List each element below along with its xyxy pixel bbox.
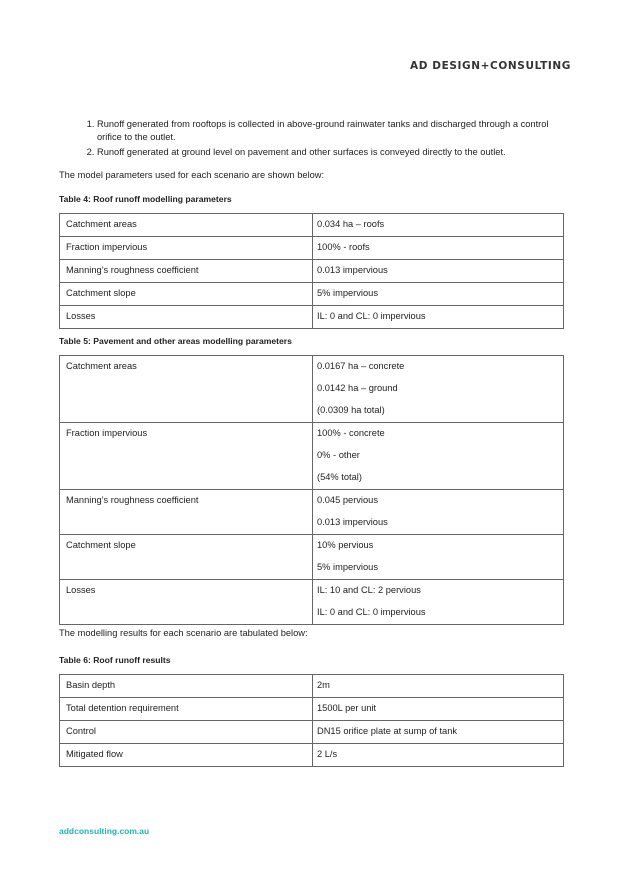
parameter-label: Basin depth <box>60 675 313 698</box>
parameter-value-cell <box>313 698 564 721</box>
table-row <box>60 535 564 580</box>
table4-caption: Table 4: Roof runoff modelling parameters <box>59 194 232 204</box>
parameter-value: 100% - concrete <box>317 428 385 438</box>
parameter-value: IL: 0 and CL: 0 impervious <box>317 311 426 321</box>
parameter-label: Manning’s roughness coefficient <box>60 490 313 535</box>
parameter-value-cell <box>313 675 564 698</box>
table-row <box>60 675 564 698</box>
table-row <box>60 490 564 535</box>
table-row <box>60 356 564 423</box>
company-logo: AD DESIGN+CONSULTING <box>410 60 571 72</box>
table-row <box>60 237 564 260</box>
parameter-label: Catchment areas <box>60 214 313 237</box>
table-row <box>60 306 564 329</box>
parameter-value-cell <box>313 306 564 329</box>
table5-caption: Table 5: Pavement and other areas modelling parameters <box>59 336 292 346</box>
table-row <box>60 580 564 625</box>
parameter-label: Manning’s roughness coefficient <box>60 260 313 283</box>
table5-pavement-parameters <box>59 355 564 625</box>
table-row <box>60 698 564 721</box>
parameter-value: 0.045 pervious <box>317 495 378 505</box>
footer-website-link[interactable]: addconsulting.com.au <box>59 826 150 836</box>
parameter-value: 2 L/s <box>317 749 338 759</box>
parameter-value: 0.013 impervious <box>317 265 388 275</box>
parameter-value-cell <box>313 721 564 744</box>
parameter-value: 0.0167 ha – concrete <box>317 361 405 371</box>
parameter-label: Losses <box>60 306 313 329</box>
parameter-label: Fraction impervious <box>60 423 313 490</box>
parameter-label: Catchment areas <box>60 356 313 423</box>
parameter-value: 0.013 impervious <box>317 517 388 527</box>
parameter-value: 100% - roofs <box>317 242 370 252</box>
parameter-value: 10% pervious <box>317 540 374 550</box>
parameter-label: Losses <box>60 580 313 625</box>
parameter-label: Total detention requirement <box>60 698 313 721</box>
parameter-value: (54% total) <box>317 472 362 482</box>
table-row <box>60 214 564 237</box>
table-row <box>60 721 564 744</box>
table-row <box>60 260 564 283</box>
table4-roof-runoff-parameters <box>59 213 564 329</box>
results-paragraph: The modelling results for each scenario are tabulated below: <box>59 628 308 638</box>
parameter-label: Fraction impervious <box>60 237 313 260</box>
parameter-value: IL: 0 and CL: 0 impervious <box>317 607 426 617</box>
parameter-value-cell <box>313 356 564 423</box>
list-item: 2. Runoff generated at ground level on pavement and other surfaces is conveyed directly to the outlet. <box>97 146 564 159</box>
parameter-value: 2m <box>317 680 330 690</box>
numbered-list <box>59 118 564 159</box>
table6-caption: Table 6: Roof runoff results <box>59 655 171 665</box>
parameter-label: Mitigated flow <box>60 744 313 767</box>
parameter-value: DN15 orifice plate at sump of tank <box>317 726 458 736</box>
parameter-value-cell <box>313 490 564 535</box>
parameter-value-cell <box>313 283 564 306</box>
document-body <box>59 118 564 767</box>
parameter-value: 5% impervious <box>317 288 378 298</box>
parameter-value-cell <box>313 580 564 625</box>
parameter-label: Catchment slope <box>60 283 313 306</box>
parameter-value: 0.034 ha – roofs <box>317 219 385 229</box>
parameter-value: 0% - other <box>317 450 360 460</box>
parameter-value: IL: 10 and CL: 2 pervious <box>317 585 421 595</box>
table-row <box>60 423 564 490</box>
parameter-value-cell <box>313 535 564 580</box>
parameter-value-cell <box>313 237 564 260</box>
table-row <box>60 744 564 767</box>
table6-roof-runoff-results <box>59 674 564 767</box>
parameter-value: (0.0309 ha total) <box>317 405 385 415</box>
parameter-value: 0.0142 ha – ground <box>317 383 398 393</box>
list-item: 1. Runoff generated from rooftops is collected in above-ground rainwater tanks and discharged through a control orifice to the outlet. <box>97 118 564 144</box>
parameter-value-cell <box>313 744 564 767</box>
parameter-label: Catchment slope <box>60 535 313 580</box>
parameter-value: 1500L per unit <box>317 703 377 713</box>
parameter-label: Control <box>60 721 313 744</box>
parameter-value-cell <box>313 214 564 237</box>
parameter-value-cell <box>313 260 564 283</box>
parameter-value-cell <box>313 423 564 490</box>
table-row <box>60 283 564 306</box>
intro-paragraph: The model parameters used for each scenario are shown below: <box>59 170 325 180</box>
parameter-value: 5% impervious <box>317 562 378 572</box>
